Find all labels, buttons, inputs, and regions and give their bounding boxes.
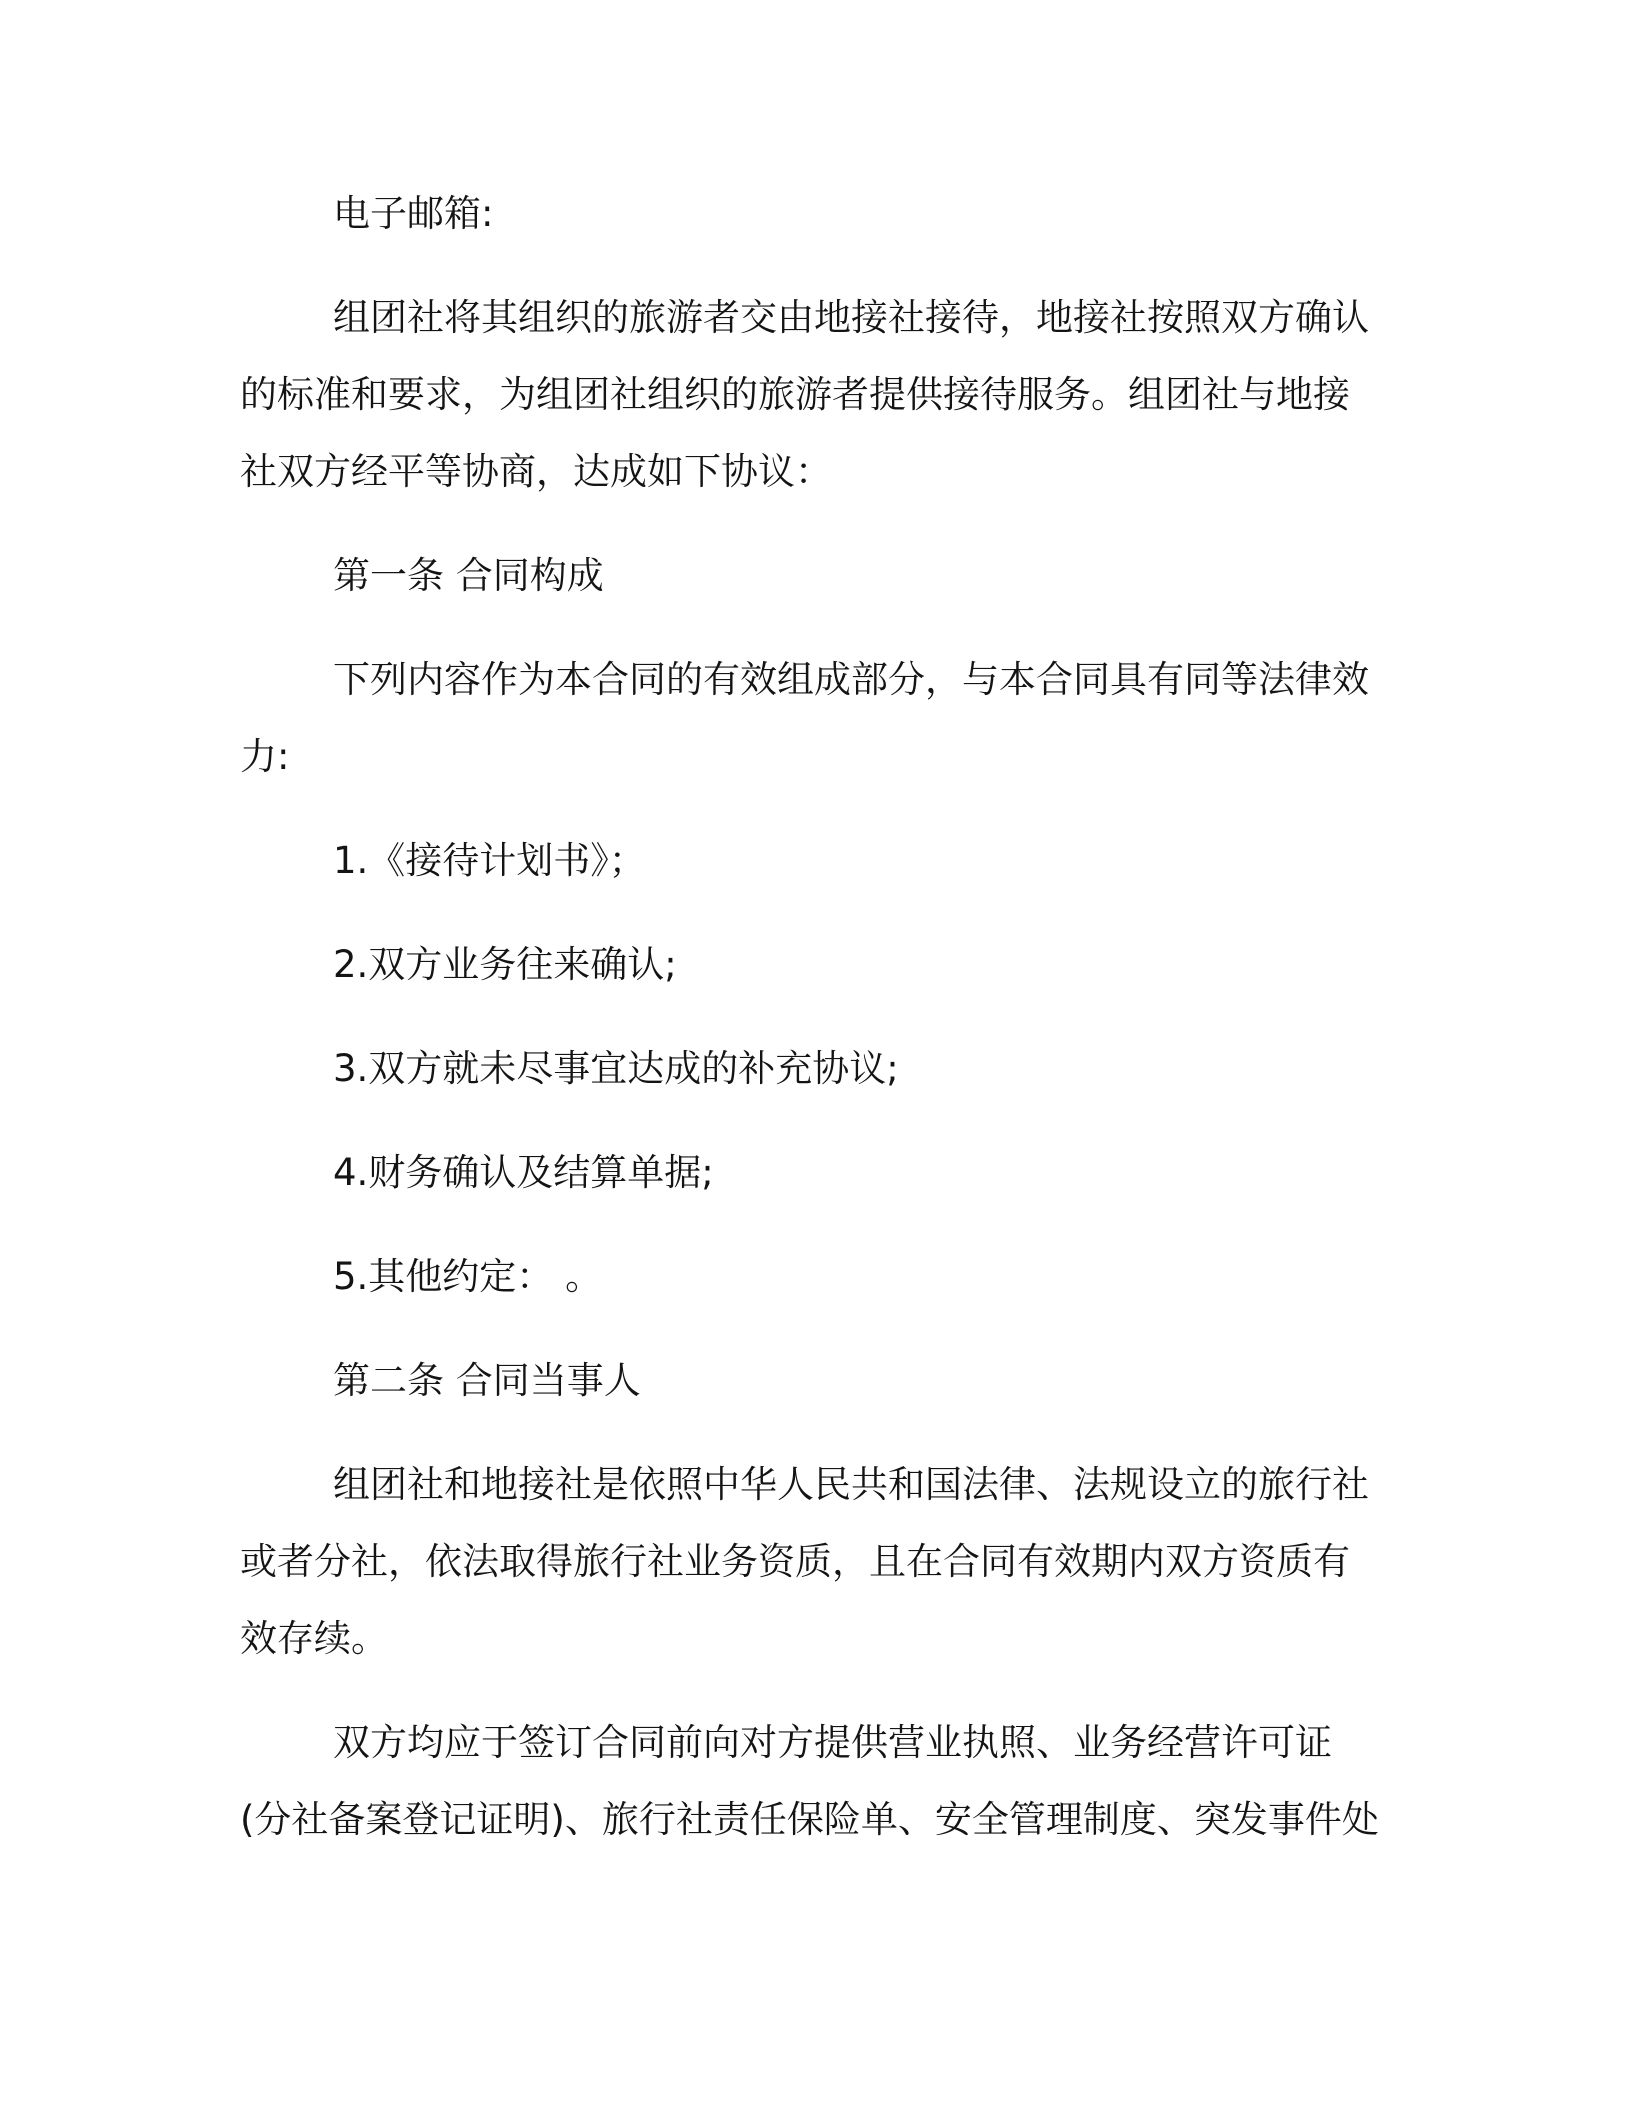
email-label: 电子邮箱: — [333, 192, 494, 235]
list-item: 2.双方业务往来确认; — [333, 943, 677, 986]
list-item-1 — [240, 822, 1392, 899]
article-heading: 第一条 合同构成 — [333, 554, 604, 597]
paragraph-line: 效存续。 — [240, 1617, 388, 1660]
paragraph-line: 组团社将其组织的旅游者交由地接社接待，地接社按照双方确认 — [333, 296, 1369, 339]
list-item: 1.《接待计划书》； — [333, 839, 646, 882]
paragraph-line: 或者分社，依法取得旅行社业务资质，且在合同有效期内双方资质有 — [240, 1540, 1350, 1583]
paragraph-line: 下列内容作为本合同的有效组成部分，与本合同具有同等法律效 — [333, 658, 1369, 701]
documents-paragraph — [240, 1704, 1392, 1858]
paragraph-line: 双方均应于签订合同前向对方提供营业执照、业务经营许可证 — [333, 1721, 1332, 1764]
list-item-2 — [240, 926, 1392, 1003]
paragraph-line: 组团社和地接社是依照中华人民共和国法律、法规设立的旅行社 — [333, 1463, 1369, 1506]
paragraph-line: (分社备案登记证明)、旅行社责任保险单、安全管理制度、突发事件处 — [240, 1798, 1379, 1841]
paragraph-line: 力: — [240, 735, 290, 778]
intro-paragraph — [240, 279, 1392, 510]
parties-paragraph — [240, 1446, 1392, 1677]
list-item: 3.双方就未尽事宜达成的补充协议; — [333, 1047, 899, 1090]
article-heading: 第二条 合同当事人 — [333, 1359, 641, 1402]
paragraph-line: 的标准和要求，为组团社组织的旅游者提供接待服务。组团社与地接 — [240, 373, 1350, 416]
paragraph-line: 社双方经平等协商，达成如下协议： — [240, 450, 832, 493]
list-item-4 — [240, 1134, 1392, 1211]
article-heading-2 — [240, 1342, 1392, 1419]
list-item: 5.其他约定： 。 — [333, 1255, 603, 1298]
list-item: 4.财务确认及结算单据; — [333, 1151, 714, 1194]
email-field-paragraph — [240, 175, 1392, 252]
list-item-5 — [240, 1238, 1392, 1315]
article-heading-1 — [240, 537, 1392, 614]
list-item-3 — [240, 1030, 1392, 1107]
composition-paragraph — [240, 641, 1392, 795]
